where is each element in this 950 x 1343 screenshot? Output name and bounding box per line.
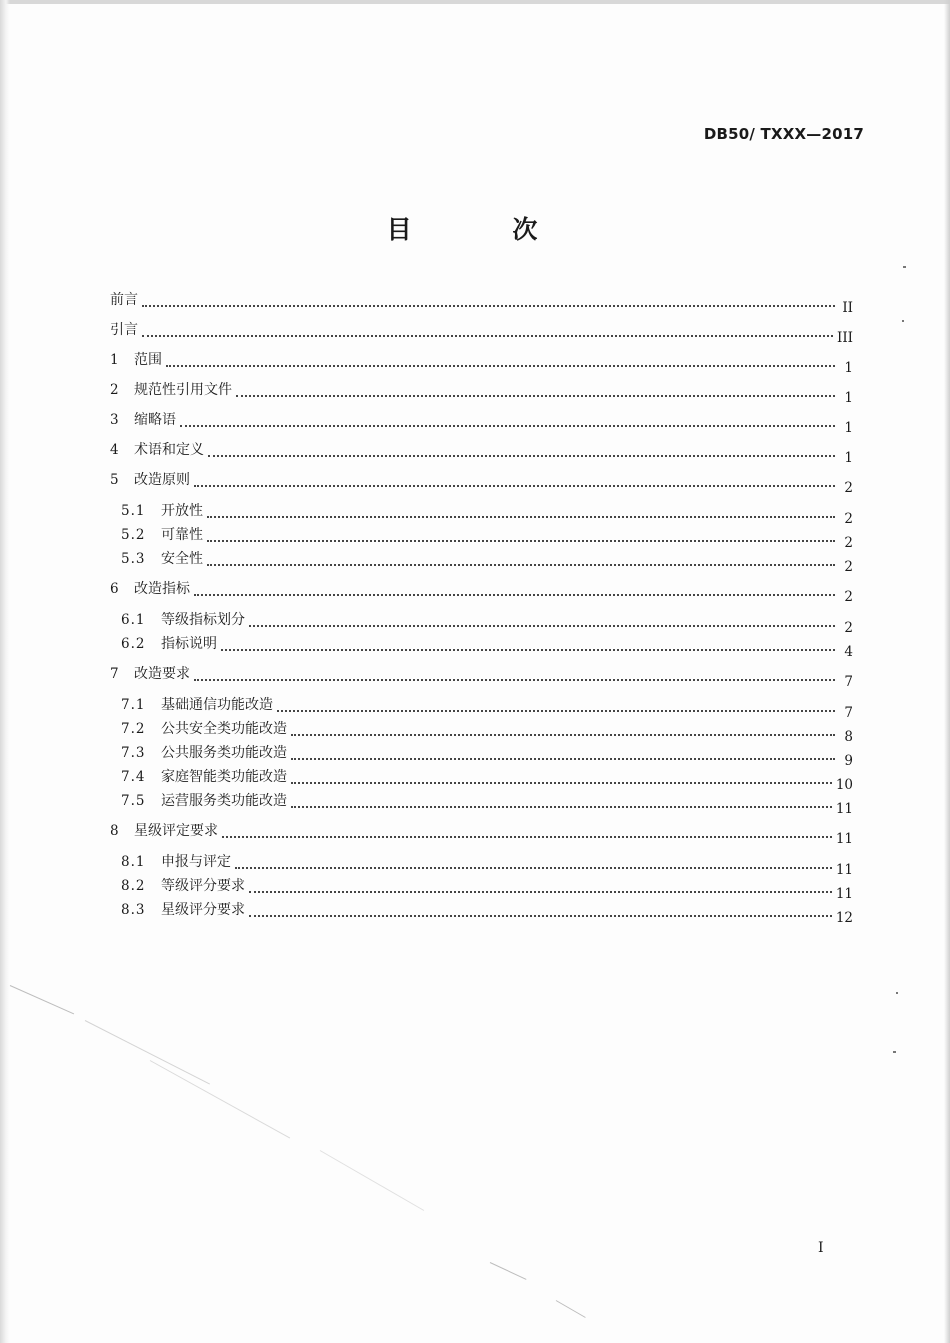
scan-streak <box>150 1060 290 1138</box>
toc-entry <box>103 373 853 406</box>
scan-speck <box>902 320 904 322</box>
toc-entry-number: 6.2 <box>121 635 146 652</box>
toc-entry <box>103 633 853 660</box>
toc-entry-number: 8.3 <box>121 901 146 918</box>
toc-entry <box>103 844 853 878</box>
toc-entry-page: 1 <box>844 449 853 466</box>
toc-entry <box>103 283 853 316</box>
toc-dot-leader <box>236 394 835 397</box>
toc-entry <box>103 343 853 376</box>
toc-dot-leader <box>194 678 835 681</box>
toc-entry-label: 范围 <box>134 352 162 368</box>
toc-entry <box>103 524 853 551</box>
toc-entry-page: 4 <box>844 643 853 660</box>
toc-dot-leader <box>207 563 835 566</box>
toc-dot-leader <box>207 539 835 542</box>
scan-speck <box>893 1051 896 1053</box>
toc-entry <box>103 814 853 847</box>
toc-entry <box>103 602 853 636</box>
toc-entry-number: 5 <box>110 471 119 488</box>
toc-entry-number: 6 <box>110 580 119 597</box>
toc-entry-label: 星级评定要求 <box>134 823 218 839</box>
document-code: DB50/ TXXX—2017 <box>703 125 864 143</box>
toc-entry <box>103 313 853 346</box>
toc-entry-label: 家庭智能类功能改造 <box>161 769 287 785</box>
toc-entry-label: 公共服务类功能改造 <box>161 745 287 761</box>
scan-streak <box>490 1262 527 1280</box>
toc-entry-page: 11 <box>835 861 853 878</box>
toc-entry-number: 8.2 <box>121 877 146 894</box>
toc-entry-page: 11 <box>835 885 853 902</box>
toc-entry-label: 星级评分要求 <box>161 902 245 918</box>
toc-entry-page: 2 <box>844 534 853 551</box>
toc-entry-label: 改造原则 <box>134 472 190 488</box>
toc-entry-number: 8.1 <box>121 853 146 870</box>
toc-dot-leader <box>194 593 835 596</box>
toc-title: 目 次 <box>386 215 584 244</box>
toc-entry-page: 2 <box>844 588 853 605</box>
scan-streak <box>320 1150 424 1211</box>
toc-entry-page: 2 <box>844 619 853 636</box>
toc-entry-number: 5.2 <box>121 526 146 543</box>
toc-entry-number: 2 <box>110 381 119 398</box>
scan-streak <box>10 985 74 1014</box>
toc-dot-leader <box>180 424 835 427</box>
toc-entry-page: 1 <box>844 389 853 406</box>
toc-entry-label: 基础通信功能改造 <box>161 697 273 713</box>
toc-entry-page: 1 <box>844 419 853 436</box>
toc-entry <box>103 875 853 902</box>
toc-dot-leader <box>194 484 835 487</box>
toc-dot-leader <box>222 835 832 838</box>
toc-entry-number: 7.4 <box>121 768 146 785</box>
toc-dot-leader <box>291 733 835 736</box>
toc-dot-leader <box>207 515 835 518</box>
toc-entry-page: 8 <box>844 728 853 745</box>
scan-border-left <box>0 0 10 1343</box>
toc-entry-number: 4 <box>110 441 119 458</box>
toc-entry-number: 7.5 <box>121 792 146 809</box>
toc-dot-leader <box>291 757 835 760</box>
toc-entry-label: 缩略语 <box>134 412 176 428</box>
scan-streak <box>85 1020 210 1084</box>
toc-dot-leader <box>235 866 832 869</box>
toc-entry <box>103 742 853 769</box>
toc-entry <box>103 687 853 721</box>
toc-entry-label: 前言 <box>110 292 138 308</box>
toc-entry <box>103 766 853 793</box>
toc-dot-leader <box>291 805 832 808</box>
toc-entry-page: 1 <box>844 359 853 376</box>
toc-entry-number: 1 <box>110 351 119 368</box>
toc-entry-page: 10 <box>835 776 853 793</box>
toc-dot-leader <box>249 914 832 917</box>
toc-dot-leader <box>166 364 835 367</box>
toc-entry-page: 2 <box>844 510 853 527</box>
toc-entry-label: 引言 <box>110 322 138 338</box>
toc-entry-page: 9 <box>844 752 853 769</box>
scan-streak <box>556 1300 586 1318</box>
toc-entry-label: 改造要求 <box>134 666 190 682</box>
toc-entry-number: 7.1 <box>121 696 146 713</box>
toc-entry <box>103 572 853 605</box>
toc-entry <box>103 493 853 527</box>
toc-entry <box>103 433 853 466</box>
scan-speck <box>896 992 898 994</box>
toc-entry <box>103 718 853 745</box>
toc-entry-page: 7 <box>844 673 853 690</box>
toc-entry-number: 7.3 <box>121 744 146 761</box>
toc-dot-leader <box>142 334 833 337</box>
toc-dot-leader <box>277 709 835 712</box>
toc-entry-number: 5.3 <box>121 550 146 567</box>
toc-entry-page: 12 <box>835 909 853 926</box>
toc-entry-label: 等级评分要求 <box>161 878 245 894</box>
toc-entry-number: 7 <box>110 665 119 682</box>
toc-dot-leader <box>291 781 832 784</box>
toc-entry-label: 等级指标划分 <box>161 612 245 628</box>
toc-entry-label: 规范性引用文件 <box>134 382 232 398</box>
toc-entry-label: 公共安全类功能改造 <box>161 721 287 737</box>
toc-entry <box>103 403 853 436</box>
toc-entry-label: 可靠性 <box>161 527 203 543</box>
toc-entry <box>103 790 853 817</box>
scan-speck <box>903 266 906 268</box>
toc-entry-number: 6.1 <box>121 611 146 628</box>
toc-entry-label: 指标说明 <box>161 636 217 652</box>
toc-entry-label: 安全性 <box>161 551 203 567</box>
toc-entry-page: 7 <box>844 704 853 721</box>
toc-entry-label: 术语和定义 <box>134 442 204 458</box>
toc-dot-leader <box>142 304 835 307</box>
toc-entry-page: 2 <box>844 479 853 496</box>
page-number: I <box>818 1240 824 1256</box>
toc-dot-leader <box>249 624 835 627</box>
toc-entry <box>103 899 853 926</box>
toc-entry-label: 运营服务类功能改造 <box>161 793 287 809</box>
toc-dot-leader <box>208 454 835 457</box>
scan-border-top <box>0 0 950 4</box>
toc-entry-number: 3 <box>110 411 119 428</box>
toc-entry-page: II <box>842 299 853 316</box>
toc-entry-label: 申报与评定 <box>161 854 231 870</box>
toc-entry-page: 11 <box>835 800 853 817</box>
toc-entry <box>103 657 853 690</box>
toc-entry-page: 11 <box>835 830 853 847</box>
toc-entry <box>103 548 853 575</box>
toc-entry <box>103 463 853 496</box>
toc-entry-number: 5.1 <box>121 502 146 519</box>
toc-dot-leader <box>221 648 835 651</box>
toc-entry-label: 改造指标 <box>134 581 190 597</box>
toc-entry-number: 7.2 <box>121 720 146 737</box>
table-of-contents <box>103 283 853 926</box>
toc-entry-page: 2 <box>844 558 853 575</box>
toc-entry-page: III <box>837 329 853 346</box>
toc-entry-label: 开放性 <box>161 503 203 519</box>
scan-border-right <box>944 0 950 1343</box>
toc-dot-leader <box>249 890 832 893</box>
toc-entry-number: 8 <box>110 822 119 839</box>
